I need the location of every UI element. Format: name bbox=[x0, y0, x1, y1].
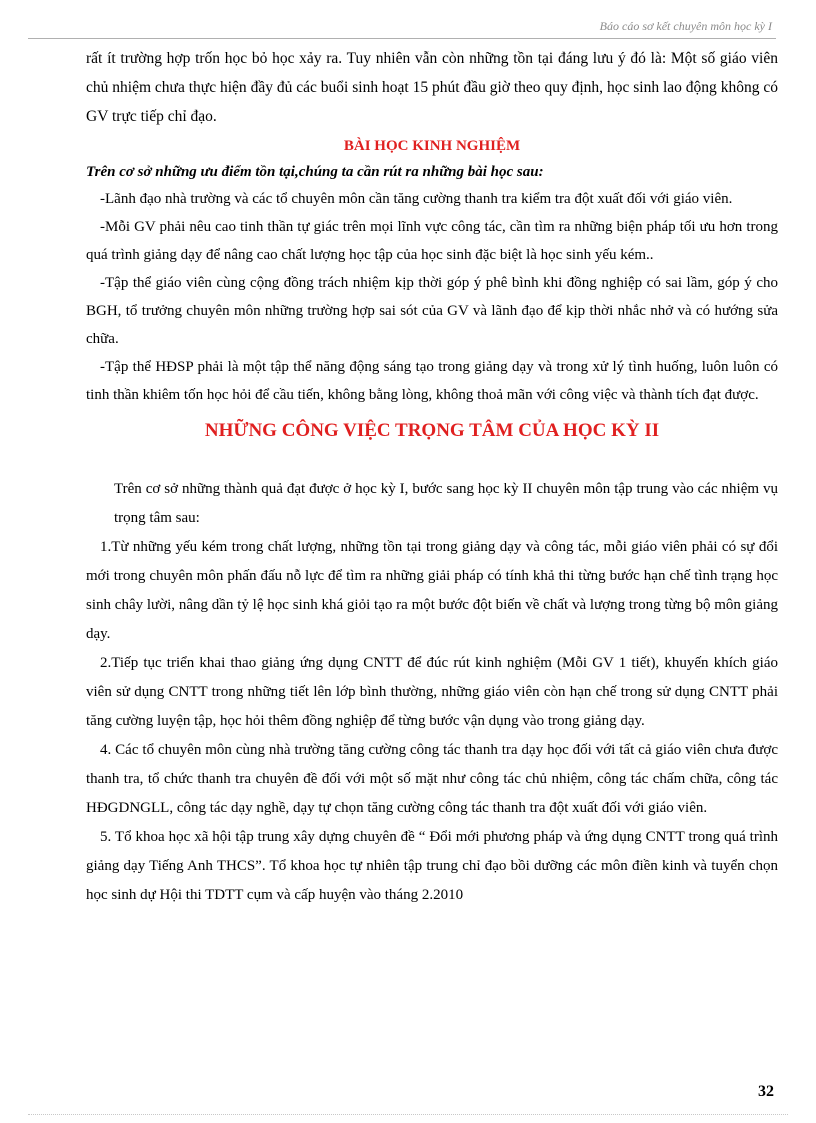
task-item: 1.Từ những yếu kém trong chất lượng, những tồn tại trong giảng dạy và công tác, mỗi giáo viên phải có sự đổi mới trong chuyên môn phấn đấu nỗ lực để tìm ra những giải pháp có tính khả thi từng bước hạn chế tình trạng học sinh chây lười, nâng dần tỷ lệ học sinh khá giỏi tạo ra một bước đột biến về chất và lượng trong từng bộ môn giảng dạy. bbox=[86, 539, 778, 642]
task-item: 2.Tiếp tục triển khai thao giảng ứng dụng CNTT để đúc rút kinh nghiệm (Mỗi GV 1 tiết), khuyến khích giáo viên sử dụng CNTT trong những tiết lên lớp bình thường, những giáo viên còn hạn chế trong sử dụng CNTT phải tăng cường luyện tập, học hỏi thêm đồng nghiệp để từng bước vận dụng vào trong giảng dạy. bbox=[86, 655, 778, 729]
task-item: 5. Tổ khoa học xã hội tập trung xây dựng chuyên đề “ Đổi mới phương pháp và ứng dụng CNTT trong quá trình giảng dạy Tiếng Anh THCS”. Tổ khoa học tự nhiên tập trung chỉ đạo bồi dưỡng các môn điền kinh và tuyển chọn học sinh dự Hội thi TDTT cụm và cấp huyện vào tháng 2.2010 bbox=[86, 829, 778, 903]
lessons-subheading: Trên cơ sở những ưu điểm tồn tại,chúng ta cần rút ra những bài học sau: bbox=[86, 164, 544, 180]
tasks-heading: NHỮNG CÔNG VIỆC TRỌNG TÂM CỦA HỌC KỲ II bbox=[204, 420, 660, 441]
lesson-item: -Mỗi GV phải nêu cao tinh thần tự giác trên mọi lĩnh vực công tác, cần tìm ra những biện pháp tối ưu hơn trong quá trình giảng dạy để nâng cao chất lượng học tập của học sinh đặc biệt là học sinh yếu kém.. bbox=[86, 219, 778, 263]
tasks-intro: Trên cơ sở những thành quả đạt được ở học kỳ I, bước sang học kỳ II chuyên môn tập trung vào các nhiệm vụ trọng tâm sau: bbox=[114, 481, 778, 526]
header-title: Báo cáo sơ kết chuyên môn học kỳ I bbox=[599, 19, 772, 33]
page-header bbox=[28, 12, 776, 39]
task-item: 4. Các tổ chuyên môn cùng nhà trường tăng cường công tác thanh tra dạy học đối với tất cả giáo viên chưa được thanh tra, tổ chức thanh tra chuyên đề đối với một số mặt như công tác chủ nhiệm, công tác chấm chữa, công tác HĐGDNGLL, công tác dạy nghề, dạy tự chọn tăng cường công tác thanh tra đột xuất đối với giáo viên. bbox=[86, 742, 778, 816]
page-content bbox=[86, 44, 778, 910]
intro-paragraph: rất ít trường hợp trốn học bỏ học xảy ra. Tuy nhiên vẫn còn những tồn tại đáng lưu ý đó là: Một số giáo viên chủ nhiệm chưa thực hiện đầy đủ các buổi sinh hoạt 15 phút đầu giờ theo quy định, học sinh lao động không có GV trực tiếp chỉ đạo. bbox=[86, 50, 778, 125]
lesson-item: -Tập thể HĐSP phải là một tập thể năng động sáng tạo trong giảng dạy và trong xử lý tình huống, luôn luôn có tinh thần khiêm tốn học hỏi để cầu tiến, không bằng lòng, không thoả mãn với công việc và thành tích đạt được. bbox=[86, 359, 778, 403]
lesson-item: -Tập thể giáo viên cùng cộng đồng trách nhiệm kịp thời góp ý phê bình khi đồng nghiệp có sai lầm, góp ý cho BGH, tổ trưởng chuyên môn những trường hợp sai sót của GV và lãnh đạo để kịp thời nhắc nhở và có hướng sửa chữa. bbox=[86, 275, 778, 347]
lesson-item: -Lãnh đạo nhà trường và các tổ chuyên môn cần tăng cường thanh tra kiểm tra đột xuất đối với giáo viên. bbox=[100, 191, 733, 207]
page-number: 32 bbox=[758, 1083, 774, 1100]
footer-divider bbox=[28, 1114, 788, 1115]
lessons-heading: BÀI HỌC KINH NGHIỆM bbox=[343, 138, 521, 154]
